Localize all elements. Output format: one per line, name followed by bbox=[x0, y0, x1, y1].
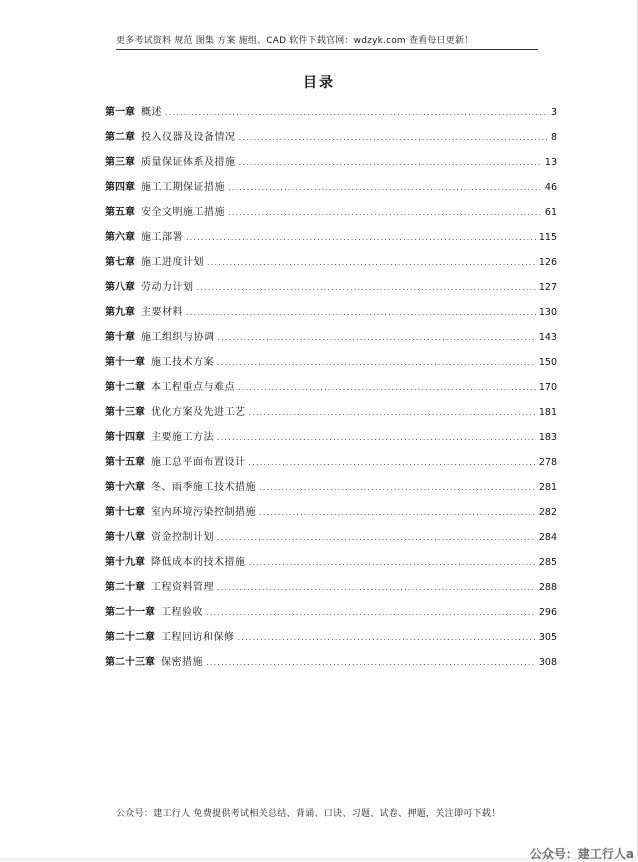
toc-entry[interactable] bbox=[105, 175, 557, 200]
toc-entry-chapter: 第十二章 bbox=[105, 382, 145, 393]
footer-note: 公众号：建工行人 免费提供考试相关总结、背诵、口诀、习题、试卷、押题，关注即可下载！ bbox=[116, 809, 501, 819]
toc-entry-page: 308 bbox=[538, 657, 557, 668]
toc-entry-title: 工程资料管理 bbox=[151, 582, 214, 593]
toc-entry-title: 概述 bbox=[141, 107, 162, 118]
toc-dot-leader bbox=[259, 475, 536, 500]
toc-entry-chapter: 第二十三章 bbox=[105, 657, 155, 668]
toc-dot-leader bbox=[207, 250, 536, 275]
toc-dot-leader bbox=[239, 150, 542, 175]
toc-entry[interactable] bbox=[105, 525, 557, 550]
toc-entry[interactable] bbox=[105, 425, 557, 450]
toc-entry-page: 115 bbox=[538, 232, 557, 243]
toc-entry[interactable] bbox=[105, 650, 557, 675]
toc-dot-leader bbox=[165, 100, 548, 125]
header-banner: 更多考试资料 规范 图集 方案 施组、CAD 软件下载官网：wdzyk.com 查看每日更新！ bbox=[116, 34, 538, 50]
toc-entry-page: 170 bbox=[538, 382, 557, 393]
toc-entry-page: 3 bbox=[550, 107, 557, 118]
toc-dot-leader bbox=[206, 600, 536, 625]
toc-dot-leader bbox=[249, 550, 536, 575]
toc-entry-title: 施工总平面布置设计 bbox=[151, 457, 246, 468]
toc-dot-leader bbox=[218, 325, 536, 350]
toc-entry[interactable] bbox=[105, 625, 557, 650]
toc-entry-title: 主要施工方法 bbox=[151, 432, 214, 443]
toc-entry-page: 181 bbox=[538, 407, 557, 418]
toc-dot-leader bbox=[186, 300, 536, 325]
toc-entry-title: 工程回访和保修 bbox=[161, 632, 235, 643]
toc-dot-leader bbox=[259, 500, 536, 525]
toc-entry-title: 保密措施 bbox=[161, 657, 203, 668]
toc-entry-chapter: 第二十二章 bbox=[105, 632, 155, 643]
toc-dot-leader bbox=[228, 200, 542, 225]
toc-entry-title: 劳动力计划 bbox=[141, 282, 194, 293]
toc-entry-title: 施工技术方案 bbox=[151, 357, 214, 368]
toc-entry[interactable] bbox=[105, 550, 557, 575]
toc-entry-chapter: 第八章 bbox=[105, 282, 135, 293]
toc-entry-chapter: 第十七章 bbox=[105, 507, 145, 518]
toc-entry-chapter: 第三章 bbox=[105, 157, 135, 168]
toc-dot-leader bbox=[206, 650, 536, 675]
toc-dot-leader bbox=[217, 525, 536, 550]
toc-entry-page: 130 bbox=[538, 307, 557, 318]
toc-entry[interactable] bbox=[105, 150, 557, 175]
toc-entry-page: 282 bbox=[538, 507, 557, 518]
toc-entry-title: 资金控制计划 bbox=[151, 532, 214, 543]
toc-entry-title: 本工程重点与难点 bbox=[151, 382, 235, 393]
toc-dot-leader bbox=[249, 450, 536, 475]
toc-entry-chapter: 第五章 bbox=[105, 207, 135, 218]
toc-entry-page: 284 bbox=[538, 532, 557, 543]
toc-entry[interactable] bbox=[105, 400, 557, 425]
toc-entry-page: 288 bbox=[538, 582, 557, 593]
toc-entry-chapter: 第二十章 bbox=[105, 582, 145, 593]
toc-dot-leader bbox=[238, 625, 536, 650]
toc-entry-chapter: 第十四章 bbox=[105, 432, 145, 443]
toc-entry-page: 296 bbox=[538, 607, 557, 618]
toc-dot-leader bbox=[217, 350, 536, 375]
toc-entry[interactable] bbox=[105, 325, 557, 350]
toc-entry-chapter: 第四章 bbox=[105, 182, 135, 193]
toc-entry-title: 工程验收 bbox=[161, 607, 203, 618]
toc-entry[interactable] bbox=[105, 600, 557, 625]
toc-entry-title: 主要材料 bbox=[141, 307, 183, 318]
toc-entry-chapter: 第十五章 bbox=[105, 457, 145, 468]
toc-entry-chapter: 第十三章 bbox=[105, 407, 145, 418]
toc-entry-page: 127 bbox=[538, 282, 557, 293]
toc-entry[interactable] bbox=[105, 300, 557, 325]
toc-dot-leader bbox=[186, 225, 536, 250]
toc-dot-leader bbox=[239, 125, 548, 150]
toc-entry-chapter: 第九章 bbox=[105, 307, 135, 318]
toc-entry-chapter: 第十一章 bbox=[105, 357, 145, 368]
toc-entry-chapter: 第十章 bbox=[105, 332, 135, 343]
toc-entry[interactable] bbox=[105, 100, 557, 125]
toc-entry-chapter: 第十九章 bbox=[105, 557, 145, 568]
toc-entry-title: 降低成本的技术措施 bbox=[151, 557, 246, 568]
toc-entry-title: 施工工期保证措施 bbox=[141, 182, 225, 193]
toc-entry[interactable] bbox=[105, 350, 557, 375]
toc-entry-chapter: 第十六章 bbox=[105, 482, 145, 493]
toc-entry-page: 126 bbox=[538, 257, 557, 268]
toc-entry-chapter: 第七章 bbox=[105, 257, 135, 268]
toc-dot-leader bbox=[217, 575, 536, 600]
toc-entry-title: 施工组织与协调 bbox=[141, 332, 215, 343]
toc-entry-page: 150 bbox=[538, 357, 557, 368]
toc-entry[interactable] bbox=[105, 250, 557, 275]
toc-entry-title: 投入仪器及设备情况 bbox=[141, 132, 236, 143]
toc-dot-leader bbox=[228, 175, 542, 200]
toc-entry-title: 施工进度计划 bbox=[141, 257, 204, 268]
toc-entry[interactable] bbox=[105, 575, 557, 600]
toc-entry-title: 安全文明施工措施 bbox=[141, 207, 225, 218]
toc-entry[interactable] bbox=[105, 225, 557, 250]
toc-entry-title: 优化方案及先进工艺 bbox=[151, 407, 246, 418]
toc-entry[interactable] bbox=[105, 450, 557, 475]
toc-entry[interactable] bbox=[105, 275, 557, 300]
toc-entry[interactable] bbox=[105, 500, 557, 525]
toc-entry-page: 278 bbox=[538, 457, 557, 468]
toc-dot-leader bbox=[217, 425, 536, 450]
toc-entry-page: 61 bbox=[544, 207, 557, 218]
toc-entry-page: 183 bbox=[538, 432, 557, 443]
toc-entry[interactable] bbox=[105, 200, 557, 225]
toc-entry-chapter: 第二章 bbox=[105, 132, 135, 143]
toc-entry-page: 46 bbox=[544, 182, 557, 193]
toc-entry-page: 285 bbox=[538, 557, 557, 568]
toc-entry-title: 冬、雨季施工技术措施 bbox=[151, 482, 256, 493]
toc-entry-title: 施工部署 bbox=[141, 232, 183, 243]
toc-entry-page: 13 bbox=[544, 157, 557, 168]
watermark: 公众号：建工行人a bbox=[529, 847, 634, 861]
toc-entry-chapter: 第六章 bbox=[105, 232, 135, 243]
toc-entry-page: 305 bbox=[538, 632, 557, 643]
toc-entry-page: 143 bbox=[538, 332, 557, 343]
toc-list bbox=[105, 100, 557, 675]
toc-entry[interactable] bbox=[105, 125, 557, 150]
toc-entry-chapter: 第十八章 bbox=[105, 532, 145, 543]
toc-entry-title: 室内环境污染控制措施 bbox=[151, 507, 256, 518]
toc-entry-chapter: 第一章 bbox=[105, 107, 135, 118]
toc-title: 目录 bbox=[303, 75, 335, 91]
toc-entry-chapter: 第二十一章 bbox=[105, 607, 155, 618]
toc-dot-leader bbox=[197, 275, 536, 300]
toc-entry[interactable] bbox=[105, 475, 557, 500]
toc-entry-page: 281 bbox=[538, 482, 557, 493]
toc-dot-leader bbox=[238, 375, 536, 400]
toc-entry-title: 质量保证体系及措施 bbox=[141, 157, 236, 168]
toc-entry-page: 8 bbox=[550, 132, 557, 143]
toc-entry[interactable] bbox=[105, 375, 557, 400]
toc-dot-leader bbox=[249, 400, 536, 425]
